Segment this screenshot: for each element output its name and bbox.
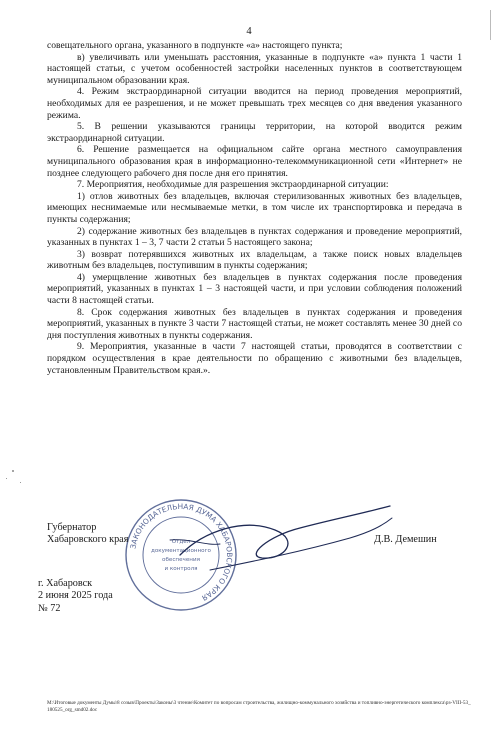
signatory-title-line-1: Губернатор: [47, 522, 97, 533]
paragraph-7-item-4: 4) умерщвление животных без владельцев в пунктах содержания после проведения мероприятий, указанных в пунктах 1 – 3 настоящей части, и при условии соблюдения положений части 8 настоящей статьи.: [47, 271, 462, 307]
paragraph-subitem-v: в) увеличивать или уменьшать расстояния, указанные в подпункте «а» пункта 1 части 1 настоящей статьи, с учетом особенностей застройки населенных пунктов в соответствующем муниципальном образовании края.: [47, 51, 462, 86]
signing-date: 2 июня 2025 года: [38, 590, 113, 602]
page-number: 4: [246, 26, 252, 37]
paragraph-8: 8. Срок содержания животных без владельцев в пунктах содержания и проведения мероприятий, указанных в пункте 3 части 7 настоящей статьи, не может составлять менее 30 дней со дня поступления животных в пункты содержания.: [47, 306, 462, 341]
paragraph-9: 9. Мероприятия, указанные в части 7 настоящей статьи, проводятся в соответствии с порядком осуществления в крае деятельности по обращению с животными без владельцев, установленным Правительством края.».: [47, 341, 462, 376]
scan-speck: [20, 482, 21, 483]
paragraph-7-item-1: 1) отлов животных без владельцев, включая стерилизованных животных без владельцев, имеющих неснимаемые или несмываемые метки, в том числе их транспортировка и передача в пункты содержания;: [47, 190, 462, 225]
paragraph-7-item-2: 2) содержание животных без владельцев в пунктах содержания и проведение мероприятий, указанных в пунктах 1 – 3, 7 части 2 статьи 5 настоящего закона;: [47, 225, 462, 249]
place-and-date: [38, 578, 113, 615]
signatory-title: [47, 522, 128, 547]
city: г. Хабаровск: [38, 578, 93, 589]
handwritten-signature: [150, 500, 395, 580]
signatory-title-line-2: Хабаровского края: [47, 534, 129, 546]
stamp-ring-text: ЗАКОНОДАТЕЛЬНАЯ ДУМА ХАБАРОВСКОГО КРАЯ: [128, 501, 235, 603]
paragraph-continuation: совещательного органа, указанного в подпункте «а» настоящего пункта;: [47, 40, 343, 51]
paragraph-5: 5. В решении указываются границы территории, на которой вводится режим экстраординарной ситуации.: [47, 121, 462, 144]
paragraph-4: 4. Режим экстраординарной ситуации вводится на период проведения мероприятий, необходимых для ее разрешения, и не может превышать трех месяцев со дня введения указанного режима.: [47, 86, 462, 121]
paragraph-7-item-3: 3) возврат потерявшихся животных их владельцам, а также поиск новых владельцев животным без владельцев, поступившим в пункты содержания;: [47, 248, 462, 272]
signatory-name: Д.В. Демешин: [374, 534, 437, 545]
scan-edge-mark: [490, 10, 491, 40]
paragraph-7: 7. Мероприятия, необходимые для разрешения экстраординарной ситуации:: [77, 179, 389, 191]
stamp-center-line-4: и контроля: [164, 566, 198, 572]
stamp-center-line-1: Отдел: [171, 539, 191, 545]
stamp-center-line-2: документационного: [151, 548, 211, 554]
footer-file-path: M:\Итоговые документы Думы\8 созыв\Проекты\Законы\3 чтение\Комитет по вопросам строительства, жилищно-коммунального хозяйства и топливно-энергетического комплекса\pз-VIII-53_ 180525_org_smd02.doc: [47, 700, 471, 713]
document-body: [47, 40, 462, 376]
scan-speck: [6, 478, 7, 479]
paragraph-6: 6. Решение размещается на официальном сайте органа местного самоуправления муниципального образования края в информационно-телекоммуникационной сети «Интернет» не позднее следующего рабочего дня после дня его принятия.: [47, 144, 462, 179]
stamp-center-line-3: обеспечения: [162, 557, 200, 563]
scan-speck: [12, 470, 14, 472]
law-number: № 72: [38, 602, 61, 614]
